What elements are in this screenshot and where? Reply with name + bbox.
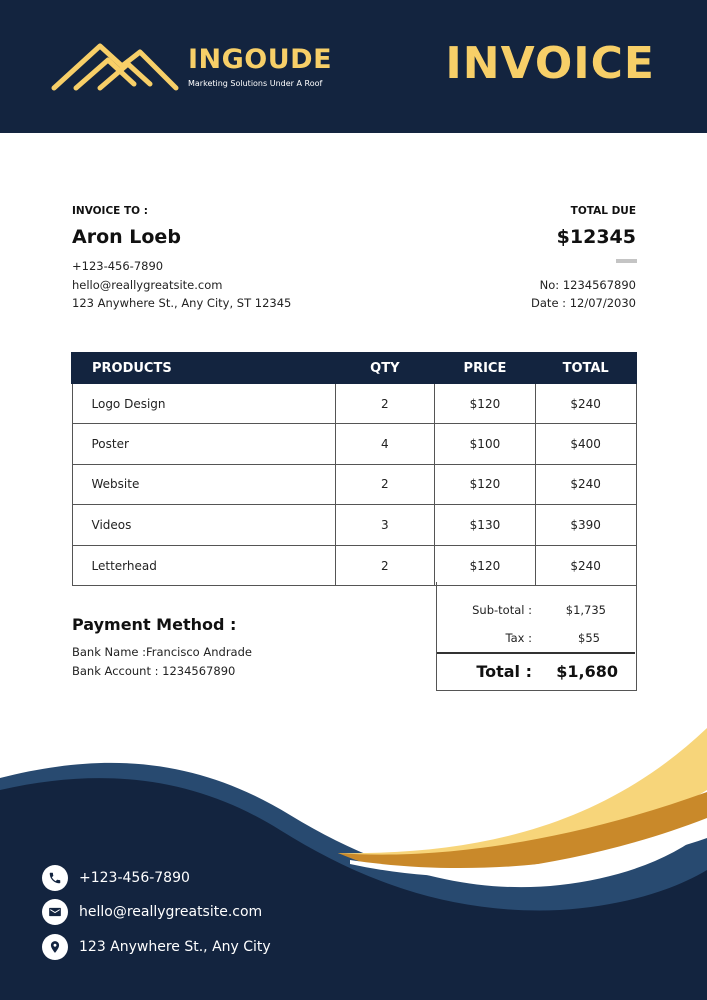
- column-header-price: PRICE: [435, 353, 536, 383]
- invoice-number: No: 1234567890: [539, 278, 636, 292]
- total-cell: $240: [535, 464, 636, 505]
- totals-divider: [437, 652, 635, 654]
- footer-phone: [42, 865, 190, 891]
- table-row: [72, 505, 636, 546]
- items-table: [71, 352, 637, 586]
- price-cell: $120: [435, 383, 536, 424]
- document-title: INVOICE: [445, 38, 655, 89]
- footer-address: [42, 934, 271, 960]
- qty-cell: 3: [335, 505, 435, 546]
- subtotal-value: $1,735: [565, 603, 606, 617]
- table-row: [72, 383, 636, 424]
- grand-total-label: Total :: [476, 662, 532, 681]
- total-cell: $240: [535, 545, 636, 586]
- column-header-total: TOTAL: [535, 353, 636, 383]
- product-cell: Videos: [72, 505, 335, 546]
- client-address: 123 Anywhere St., Any City, ST 12345: [72, 296, 292, 310]
- mail-icon: [42, 899, 68, 925]
- payment-method-title: Payment Method :: [72, 615, 237, 634]
- price-cell: $130: [435, 505, 536, 546]
- subtotal-label: Sub-total :: [472, 603, 532, 617]
- bank-name: Bank Name :Francisco Andrade: [72, 645, 252, 659]
- bank-account: Bank Account : 1234567890: [72, 664, 236, 678]
- table-header-row: [72, 353, 636, 383]
- product-cell: Website: [72, 464, 335, 505]
- grand-total-value: $1,680: [556, 662, 618, 681]
- invoice-to-label: INVOICE TO :: [72, 205, 148, 217]
- total-due-divider: [616, 259, 637, 263]
- brand-name: INGOUDE: [188, 44, 333, 75]
- table-row: [72, 464, 636, 505]
- product-cell: Logo Design: [72, 383, 335, 424]
- invoice-date: Date : 12/07/2030: [531, 296, 636, 310]
- total-cell: $400: [535, 424, 636, 465]
- price-cell: $120: [435, 545, 536, 586]
- client-name: Aron Loeb: [72, 226, 181, 248]
- product-cell: Letterhead: [72, 545, 335, 586]
- tax-label: Tax :: [505, 631, 532, 645]
- brand-tagline: Marketing Solutions Under A Roof: [188, 79, 323, 88]
- qty-cell: 4: [335, 424, 435, 465]
- column-header-products: PRODUCTS: [72, 353, 335, 383]
- footer-address-text: 123 Anywhere St., Any City: [79, 939, 271, 955]
- column-header-qty: QTY: [335, 353, 435, 383]
- price-cell: $100: [435, 424, 536, 465]
- qty-cell: 2: [335, 464, 435, 505]
- totals-box: [436, 582, 637, 691]
- product-cell: Poster: [72, 424, 335, 465]
- footer-email: [42, 899, 262, 925]
- phone-icon: [42, 865, 68, 891]
- total-due-value: $12345: [556, 226, 636, 248]
- total-due-label: TOTAL DUE: [570, 205, 636, 217]
- client-email: hello@reallygreatsite.com: [72, 278, 223, 292]
- table-row: [72, 545, 636, 586]
- table-row: [72, 424, 636, 465]
- location-pin-icon: [42, 934, 68, 960]
- client-phone: +123-456-7890: [72, 259, 164, 273]
- footer-email-text: hello@reallygreatsite.com: [79, 904, 263, 920]
- total-cell: $240: [535, 383, 636, 424]
- total-cell: $390: [535, 505, 636, 546]
- price-cell: $120: [435, 464, 536, 505]
- footer-phone-text: +123-456-7890: [79, 870, 190, 886]
- tax-value: $55: [578, 631, 600, 645]
- qty-cell: 2: [335, 383, 435, 424]
- roof-mountain-logo-icon: [50, 40, 180, 96]
- qty-cell: 2: [335, 545, 435, 586]
- invoice-header: [0, 0, 707, 133]
